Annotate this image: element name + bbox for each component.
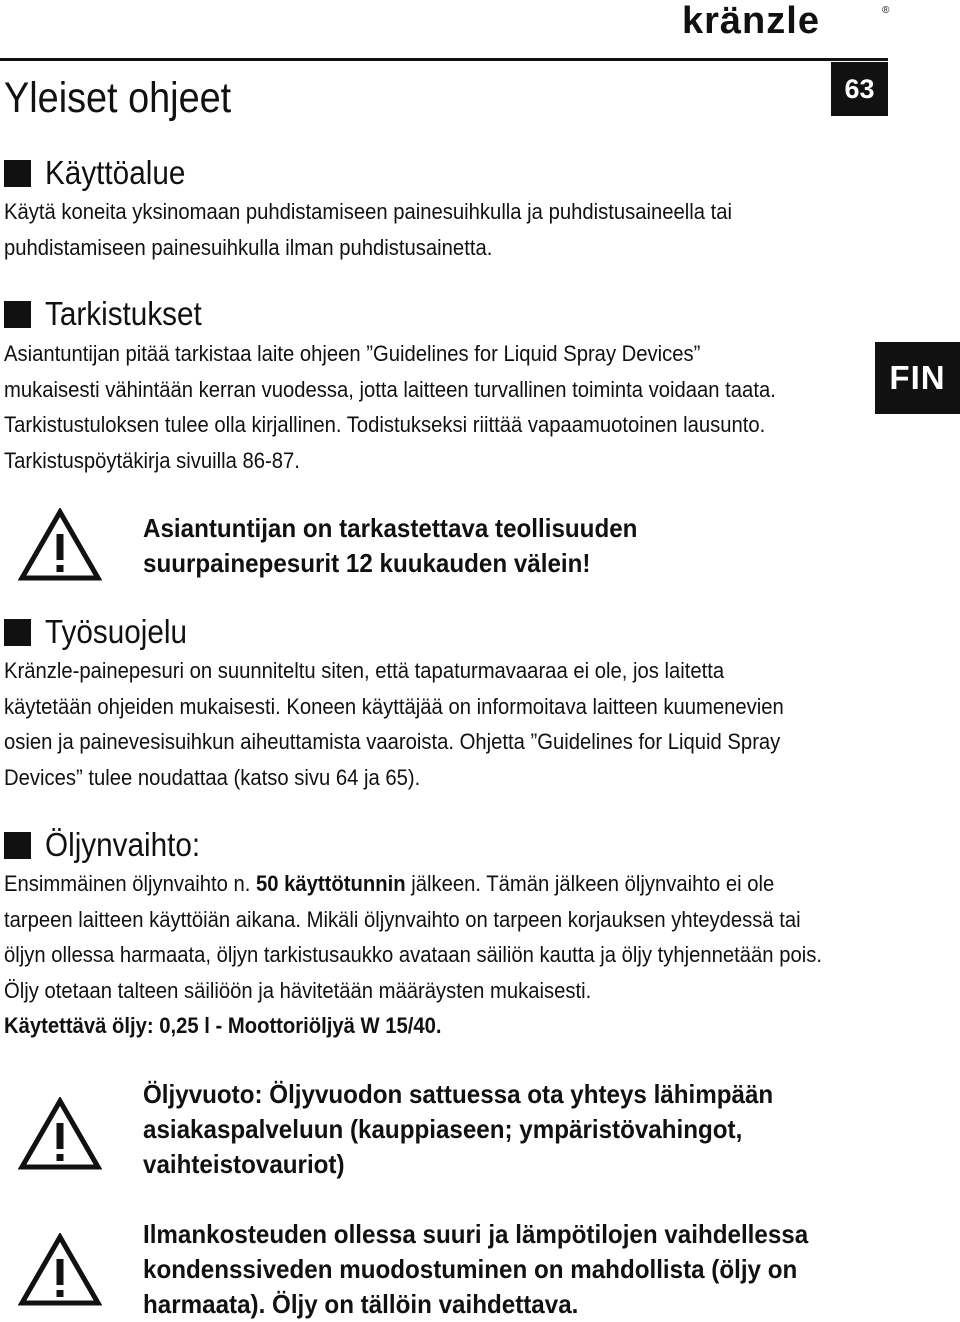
hours-emphasis: 50 käyttötunnin (256, 871, 406, 896)
text-line: öljyn ollessa harmaata, öljyn tarkistusaukko avataan säiliön kautta ja öljy tyhjennetään pois. (4, 942, 822, 967)
text-line: Asiantuntijan pitää tarkistaa laite ohjeen ”Guidelines for Liquid Spray Devices” (4, 341, 701, 366)
warning-line: harmaata). Öljy on tällöin vaihdettava. (143, 1289, 579, 1319)
registered-mark: ® (882, 5, 890, 16)
warning-inspection (143, 511, 675, 581)
tyosuojelu-paragraph (4, 653, 852, 795)
square-bullet-icon (4, 832, 31, 859)
page-number: 63 (844, 73, 875, 104)
warning-line: Ilmankosteuden ollessa suuri ja lämpötilojen vaihdellessa (143, 1219, 809, 1249)
square-bullet-icon (4, 301, 31, 328)
square-bullet-icon (4, 619, 31, 646)
language-label: FIN (889, 359, 946, 396)
text-line: mukaisesti vähintään kerran vuodessa, jotta laitteen turvallinen toiminta voidaan taata. (4, 376, 776, 402)
warning-triangle-icon (18, 508, 102, 582)
logo-wordmark: kränzle (682, 2, 820, 42)
tarkistukset-paragraph (4, 336, 843, 478)
section-heading-tyosuojelu: Työsuojelu (4, 613, 203, 651)
kranzle-logo (682, 2, 892, 42)
warning-condensation (143, 1217, 858, 1322)
warning-line: vaihteistovauriot) (143, 1149, 345, 1179)
section-heading-oljynvaihto: Öljynvaihto: (4, 826, 217, 864)
warning-line: Öljyvuoto: Öljyvuodon sattuessa ota yhteys lähimpään (143, 1079, 774, 1109)
warning-line: kondenssiveden muodostuminen on mahdollista (öljy on (143, 1254, 798, 1284)
oljynvaihto-paragraph (4, 866, 893, 1044)
warning-line: Asiantuntijan on tarkastettava teollisuuden (143, 513, 638, 543)
oil-spec: Käytettävä öljy: 0,25 l - Moottoriöljyä W 15/40. (4, 1013, 442, 1038)
language-tab (875, 342, 960, 414)
page-number-badge (831, 62, 888, 116)
text-line: Kränzle-painepesuri on suunniteltu siten, että tapaturmavaaraa ei ole, jos laitetta (4, 658, 725, 683)
text-line: Ensimmäinen öljynvaihto n. 50 käyttötunnin jälkeen. Tämän jälkeen öljynvaihto ei ole (4, 871, 775, 896)
text-line: puhdistamiseen painesuihkulla ilman puhdistusainetta. (4, 234, 493, 260)
warning-line: suurpainepesurit 12 kuukauden välein! (143, 548, 591, 578)
page-title: Yleiset ohjeet (4, 74, 232, 122)
text-line: Käytä koneita yksinomaan puhdistamiseen painesuihkulla ja puhdistusaineella tai (4, 199, 732, 224)
header-rule (0, 58, 888, 61)
text-line: Öljy otetaan talteen säiliöön ja hävitetään määräysten mukaisesti. (4, 977, 592, 1003)
text-line: Tarkistuspöytäkirja sivuilla 86-87. (4, 447, 300, 473)
text-line: Devices” tulee noudattaa (katso sivu 64 ja 65). (4, 764, 421, 790)
section-heading-kayttoalue: Käyttöalue (4, 154, 201, 192)
text-line: Tarkistustuloksen tulee olla kirjallinen. Todistukseksi riittää vapaamuotoinen lausunto. (4, 412, 766, 437)
warning-line: asiakaspalveluun (kauppiaseen; ympäristövahingot, (143, 1114, 743, 1144)
section-heading-tarkistukset: Tarkistukset (4, 295, 219, 333)
square-bullet-icon (4, 160, 31, 187)
kayttoalue-paragraph (4, 194, 795, 265)
warning-oil-leak (143, 1077, 821, 1182)
warning-triangle-icon (18, 1233, 102, 1307)
text-line: tarpeen laitteen käyttöiän aikana. Mikäli öljynvaihto on tarpeen korjauksen yhteydessä tai (4, 906, 801, 932)
text-line: käytetään ohjeiden mukaisesti. Koneen käyttäjää on informoitava laitteen kuumenevien (4, 693, 784, 719)
warning-triangle-icon (18, 1097, 102, 1171)
text-line: osien ja painevesisuihkun aiheuttamista vaaroista. Ohjetta ”Guidelines for Liquid Spray (4, 729, 781, 754)
